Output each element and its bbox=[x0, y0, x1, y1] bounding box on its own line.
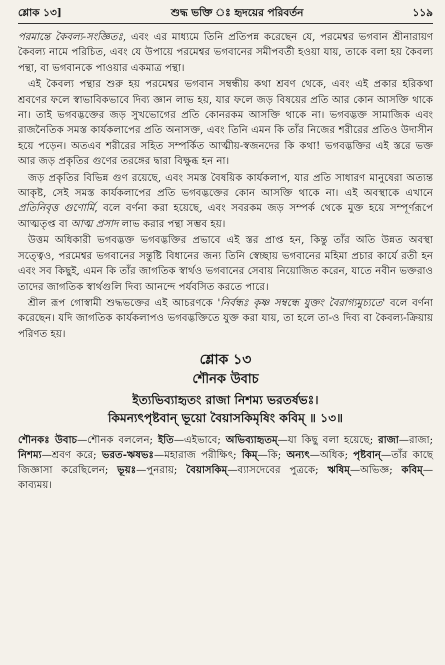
text-run: উত্তম অধিকারী ভগবদ্ভক্ত ভগবদ্ভক্তির প্রভাবে এই স্তর প্রাপ্ত হন, কিন্তু তাঁর অতি উন্নত অবস্থা সত্ত্বেও, পরমেশ্বর ভগবানের সন্তুষ্টি বিধানের জন্য তিনি স্বেচ্ছায় ভগবানের মহিমা প্রচার কার্যে রতী হন এবং সব কিছুই, এমন কি তাঁর জাগতিক স্বার্থও ভগবানের সেবায় নিয়োজিত করেন, যাতে নবীন ভক্তরাও তাদের জাগতিক স্বার্থগুলি দিব্য আনন্দে পর্যবসিত করতে পারে। bbox=[18, 235, 433, 293]
synonym-word: বৈয়াসকিম্ bbox=[186, 464, 228, 477]
synonym-meaning: যা কিছু বলা হয়েছে bbox=[287, 435, 370, 447]
italic-phrase: আত্ম প্রসাদ bbox=[70, 218, 119, 230]
synonym-word: ভূয়ঃ bbox=[117, 464, 137, 477]
header-rule bbox=[18, 23, 433, 24]
verse-reference: শ্লোক ১৩] bbox=[18, 7, 62, 19]
synonym-meaning: অধিক bbox=[319, 450, 345, 462]
text-run: , এবং এর মাধ্যমে তিনি প্রতিপন্ন করেছেন যে, পরমেশ্বর ভগবান শ্রীনারায়ণ কৈবল্য নামে পরিচিত, এবং যে উপায়ে পরমেশ্বর ভগবানের সমীপবর্তী হওয়া যায়, তাকে বলা হয় কৈবল্য পন্থা, বা ভগবানকে পাওয়ার একমাত্র পন্থা। bbox=[18, 32, 433, 74]
synonym-meaning: মহারাজ পরীক্ষিৎ bbox=[164, 450, 234, 462]
verse-speaker: শৌনক উবাচ bbox=[192, 372, 259, 388]
italic-phrase: পরমান্তে কৈবল্য-সংজ্ঞিতঃ bbox=[18, 32, 123, 43]
verse-line: ইত্যভিব্যাহৃতং রাজা নিশম্য ভরতর্ষভঃ। bbox=[132, 393, 319, 408]
purport-paragraph bbox=[18, 296, 433, 342]
synonym-word: শৌনকঃ উবাচ bbox=[18, 434, 78, 447]
page-number: ১১৯ bbox=[412, 7, 433, 19]
purport-paragraph bbox=[18, 233, 433, 295]
purport-text bbox=[18, 30, 433, 342]
synonym-meaning: এইভাবে bbox=[184, 435, 218, 447]
synonym-meaning: রাজা bbox=[408, 435, 430, 447]
synonym-word: অন্যৎ bbox=[286, 449, 310, 462]
synonym-word: কবিম্ bbox=[401, 464, 423, 477]
synonym-meaning: কাব্যময় bbox=[18, 480, 49, 492]
text-run: বলে বর্ণনা করেছেন। যদি জাগতিক কার্যকলাপও ভগবদ্ভক্তিতে যুক্ত করা যায়, তা হলে তা-ও দিব্য বা কৈবল্য-ক্রিয়ায় পরিণত হয়। bbox=[18, 297, 433, 340]
italic-phrase: 'নির্বন্ধঃ কৃষ্ণ সম্বন্ধে যুক্তং বৈরাগ্যমুচ্যতে' bbox=[217, 297, 386, 309]
text-run: জড় প্রকৃতির বিভিন্ন গুণ রয়েছে, এবং সমস্ত বৈষয়িক কার্যকলাপ, যার প্রতি সাধারণ মানুষেরা অত্যন্ত আকৃষ্ট, সেই সমস্ত কার্যকলাপের প্রতি ভগবদ্ভক্তের কোন আসক্তি থাকে না। এই অবস্থাকে এখানে bbox=[18, 172, 433, 200]
verse-number: শ্লোক ১৩ bbox=[199, 352, 252, 369]
verse-line: কিমন্যৎপৃষ্টবান্ ভূয়ো বৈয়াসকিমৃষিং কবিম্ ॥ ১৩॥ bbox=[107, 411, 344, 426]
synonym-meaning: শৌনক বললেন bbox=[87, 435, 150, 447]
synonym-meaning: কি bbox=[267, 450, 278, 462]
text-run: এই কৈবল্য পন্থার শুরু হয় পরমেশ্বর ভগবান সম্বন্ধীয় কথা শ্রবণ থেকে, এবং এই প্রকার হরিকথা শ্রবণের ফলে স্বাভাবিকভাবে দিব্য জ্ঞান লাভ হয়, যার ফলে জড় বিষয়ের প্রতি আর কোন আসক্তি থাকে না। তাই ভগবদ্ভক্তের জড় সুখভোগের প্রতি কোনরকম আসক্তি থাকে না। ভগবদ্ভক্ত সামাজিক এবং রাজনৈতিক সমস্ত কার্যকলাপের প্রতি অনাসক্ত, এবং তিনি এমন কি তাঁর নিজের শরীরের প্রতিও উদাসীন হয়ে পড়েন। অতএব শরীরের সহিত সম্পর্কিত আত্মীয়-স্বজনদের কি কথা! ভগবদ্ভক্তির এই স্তরে ভক্ত আর জড় প্রকৃতির গুণের তরঙ্গের দ্বারা বিক্ষুব্ধ হন না। bbox=[18, 79, 433, 168]
synonym-word: নিশম্য bbox=[18, 449, 42, 462]
italic-phrase: প্রতিনিবৃত্ত গুণোর্মি bbox=[18, 203, 95, 215]
synonym-word: কিম্ bbox=[241, 449, 258, 462]
synonym-word: ঋষিম্ bbox=[327, 464, 350, 477]
purport-paragraph bbox=[18, 30, 433, 76]
synonyms: শৌনকঃ উবাচ—শৌনক বললেন; ইতি—এইভাবে; অভিব্যাহৃতম্—যা কিছু বলা হয়েছে; রাজা—রাজা; নিশম্য—শ্রবণ করে; ভরত-ঋষভঃ—মহারাজ পরীক্ষিৎ; কিম্—কি; অন্যৎ—অধিক; পৃষ্টবান্—তাঁর কাছে জিজ্ঞাসা করেছিলেন; ভূয়ঃ—পুনরায়; বৈয়াসকিম্—ব্যাসদেবের পুত্রকে; ঋষিম্—অভিজ্ঞ; কবিম্—কাব্যময়। bbox=[18, 434, 434, 492]
text-run: , বলে বর্ণনা করা হয়েছে, এবং সবরকম জড় সম্পর্ক থেকে মুক্ত হয়ে সম্পূর্ণরূপে আত্মতৃপ্ত বা bbox=[18, 203, 434, 230]
synonym-word: অভিব্যাহৃতম্ bbox=[225, 434, 278, 447]
text-run: লাভ করার পন্থা সম্ভব হয়। bbox=[118, 218, 226, 230]
chapter-title: শুদ্ধ ভক্তি ঃ হৃদয়ের পরিবর্তন bbox=[170, 7, 304, 19]
purport-paragraph bbox=[18, 77, 433, 169]
synonym-word: ইতি bbox=[157, 434, 174, 447]
synonym-meaning: শ্রবণ করে bbox=[51, 450, 94, 462]
running-header bbox=[18, 6, 433, 20]
synonym-word: পৃষ্টবান্ bbox=[353, 449, 381, 462]
synonym-meaning: ব্যাসদেবের পুত্রকে bbox=[237, 465, 316, 477]
synonym-meaning: তাঁর কাছে জিজ্ঞাসা করেছিলেন bbox=[18, 450, 434, 477]
verse-text bbox=[18, 391, 433, 427]
synonym-word: ভরত-ঋষভঃ bbox=[101, 449, 154, 462]
synonym-meaning: অভিজ্ঞ bbox=[360, 465, 390, 477]
verse-heading bbox=[18, 350, 433, 389]
synonym-meaning: পুনরায় bbox=[146, 465, 174, 477]
text-run: শ্রীল রূপ গোস্বামী শুদ্ধভক্তের এই আচরণকে bbox=[28, 297, 218, 309]
synonym-word: রাজা bbox=[378, 434, 399, 447]
purport-paragraph bbox=[18, 171, 433, 233]
